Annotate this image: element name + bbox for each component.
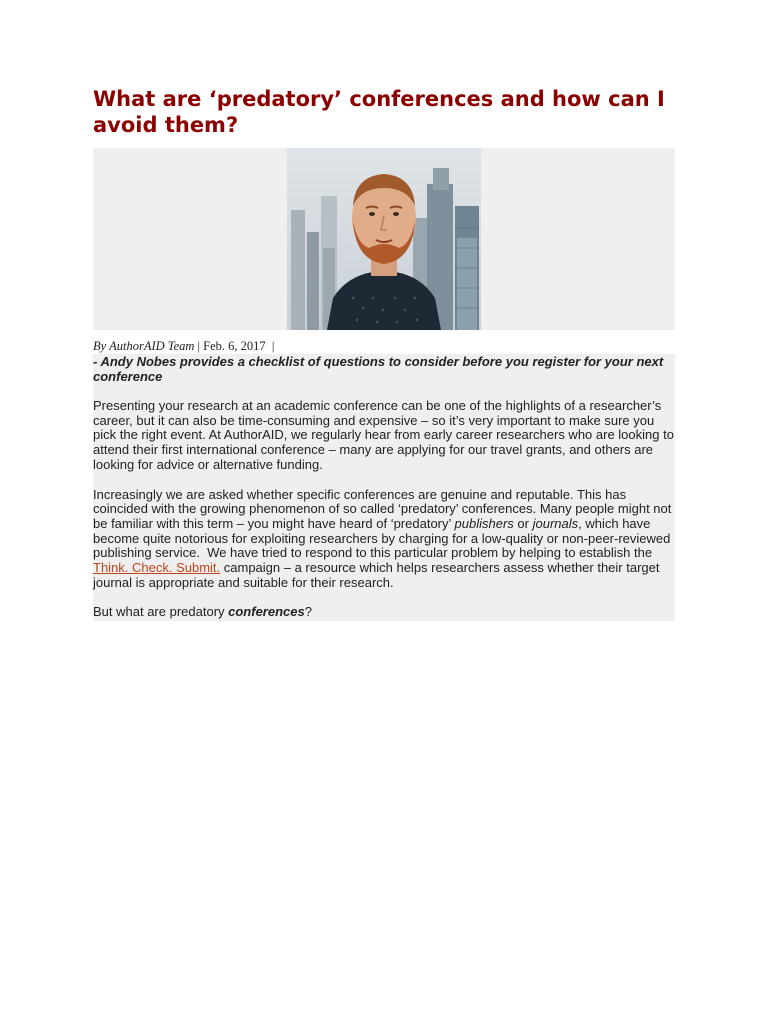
article (93, 86, 675, 621)
paragraph-2-text-4: campaign – a resource which helps researchers assess whether their target journal is appropriate and suitable for their research. (93, 560, 660, 590)
author-photo (287, 148, 481, 330)
article-title: What are ‘predatory’ conferences and how can I avoid them? (93, 87, 665, 137)
byline (93, 339, 675, 354)
paragraph-2-text-2: or (513, 515, 533, 531)
article-lede: - Andy Nobes provides a checklist of questions to consider before you register for your next conference (93, 354, 664, 384)
paragraph-2-emphasis-publishers: publishers (454, 515, 514, 531)
byline-author: AuthorAID Team (109, 339, 195, 353)
paragraph-2-emphasis-journals: journals (532, 515, 579, 531)
paragraph-2 (93, 488, 675, 591)
think-check-submit-link[interactable]: Think. Check. Submit. (93, 560, 221, 576)
paragraph-2-text-3: , which have become quite notorious for exploiting researchers by charging for a low-quality or non-peer-reviewed publishing service. We have tried to respond to this particular problem by helping to establish the (93, 515, 674, 561)
byline-separator: | (194, 339, 204, 353)
byline-prefix: By (93, 339, 107, 353)
paragraph-3 (93, 605, 675, 620)
article-body (93, 354, 675, 621)
hero-image-panel (93, 148, 675, 330)
paragraph-1: Presenting your research at an academic conference can be one of the highlights of a researcher’s career, but it can also be time-consuming and expensive – so it’s very important to make sure you pick the right event. At AuthorAID, we regularly hear from early career researchers who are looking to attend their first international conference – many are applying for our travel grants, and others are looking for advice or alternative funding. (93, 398, 674, 472)
byline-date: Feb. 6, 2017 (203, 339, 266, 353)
paragraph-2-text-1: Increasingly we are asked whether specific conferences are genuine and reputable. This has coincided with the growing phenomenon of so called ‘predatory’ conferences. Many people might not be familiar with this term – you might have heard of ‘predatory’ (93, 486, 672, 531)
paragraph-3-text-1: But what are predatory (93, 604, 229, 620)
paragraph-3-text-2: ? (304, 604, 312, 620)
paragraph-3-emphasis-conferences: conferences (228, 604, 305, 620)
byline-separator-end: | (265, 339, 275, 353)
